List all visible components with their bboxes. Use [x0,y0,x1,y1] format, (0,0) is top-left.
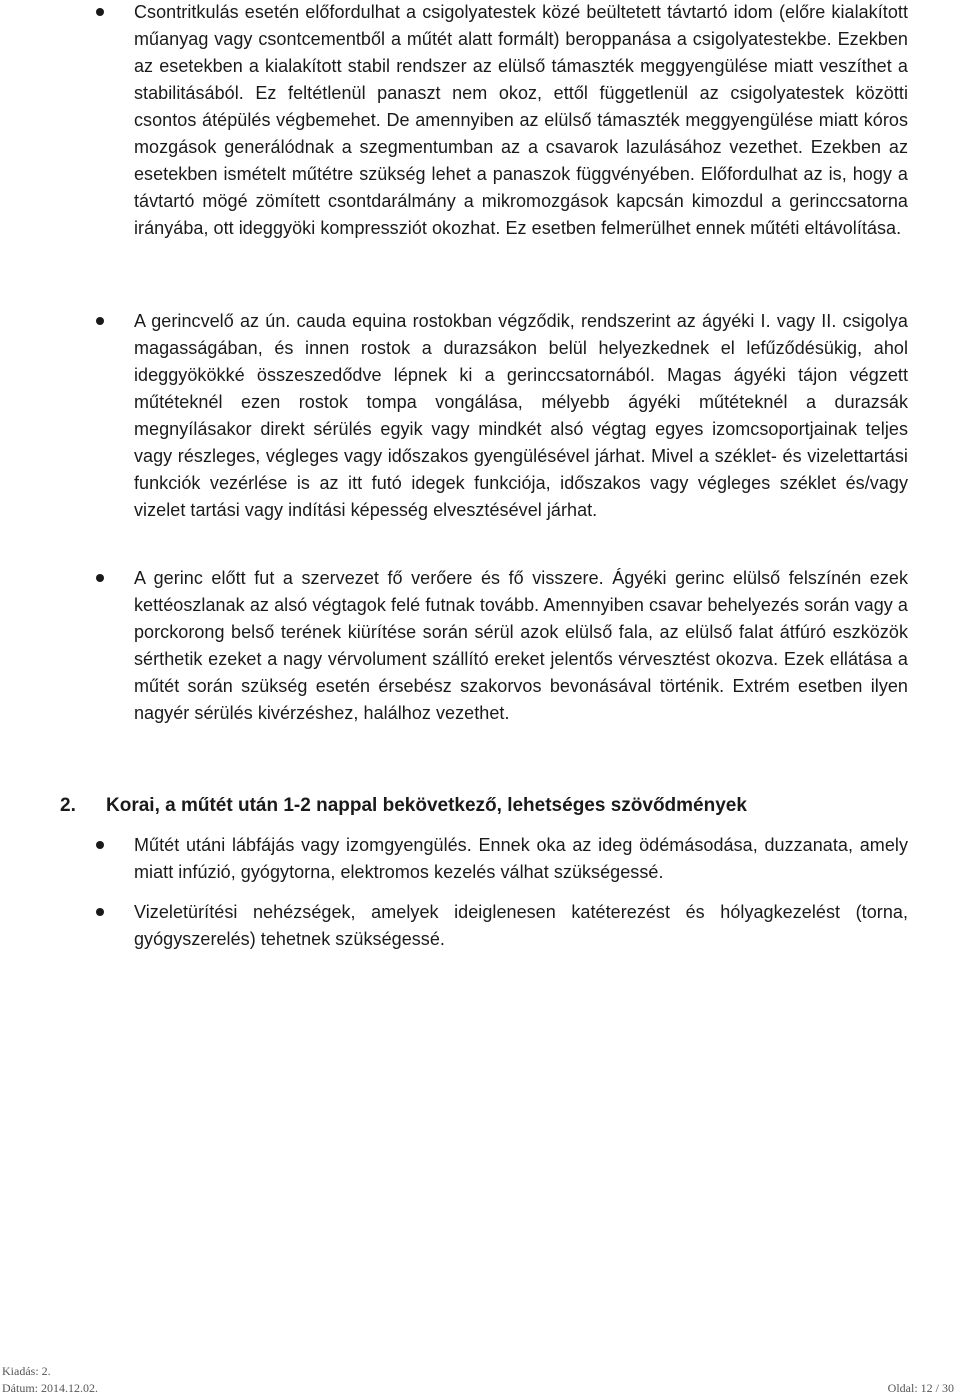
bullet-icon [96,574,104,582]
list-item-text: Műtét utáni lábfájás vagy izomgyengülés. Ennek oka az ideg ödémásodása, duzzanata, amely miatt infúzió, gyógytorna, elektromos kezelés válhat szükségessé. [134,835,908,882]
footer-date: Dátum: 2014.12.02. [2,1381,98,1395]
bullet-icon [96,317,104,325]
bullet-icon [96,8,104,16]
list-item [96,899,908,953]
list-item-text: A gerinc előtt fut a szervezet fő verőere és fő visszere. Ágyéki gerinc elülső felszínén ezek kettéoszlanak az alsó végtagok felé futnak tovább. Amennyiben csavar behelyezés során vagy a porckorong belső terének kiürítése során sérül azok elülső fala, az elülső falat átfúró eszközök sérthetik ezeket a nagy vérvolument szállító ereket jelentős vérvesztést okozva. Ezek ellátása a műtét során szükség esetén érsebész szakorvos bevonásával történik. Extrém esetben ilyen nagyér sérülés kivérzéshez, halálhoz vezethet. [134,568,908,723]
list-item-text: Csontritkulás esetén előfordulhat a csigolyatestek közé beültetett távtartó idom (előre kialakított műanyag vagy csontcementből a műtét alatt formált) beroppanása a csigolyatestekbe. Ezekben az esetekben a kialakított stabil rendszer az elülső támaszték meggyengülése miatt veszíthet a stabilitásából. Ez feltétlenül panaszt nem okoz, ettől függetlenül az csigolyatestek közötti csontos átépülés végbemehet. De amennyiben az elülső támaszték meggyengülése miatt kóros mozgások generálódnak a szegmentumban az a csavarok lazulásához vezethet. Ezekben az esetekben ismételt műtétre szükség lehet a panaszok függvényében. Előfordulhat az is, hogy a távtartó mögé zömített csontdarálmány a mikromozgások kapcsán kimozdul a gerinccsatorna irányába, ott ideggyöki kompressziót okozhat. Ez esetben felmerülhet ennek műtéti eltávolítása. [134,2,908,238]
list-item [96,308,908,524]
list-item [96,565,908,727]
list-item [96,832,908,886]
list-item-text: Vizeletürítési nehézségek, amelyek ideiglenesen katéterezést és hólyagkezelést (torna, gyógyszerelés) tehetnek szükségessé. [134,902,908,949]
section-number: 2. [60,795,76,816]
section-heading [60,792,920,819]
footer-edition: Kiadás: 2. [2,1364,51,1378]
list-item-text: A gerincvelő az ún. cauda equina rostokban végződik, rendszerint az ágyéki I. vagy II. csigolya magasságában, és innen rostok a durazsákon belül helyezkednek el lefűződésükig, ahol ideggyökökké összeszedődve lépnek ki a gerinccsatornából. Magas ágyéki tájon végzett műtéteknél ezen rostok tompa vongálása, mélyebb ágyéki műtéteknél a durazsák megnyílásakor direkt sérülés egyik vagy mindkét alsó végtag egyes izomcsoportjainak teljes vagy részleges, végleges vagy időszakos gyengülésével járhat. Mivel a széklet- és vizelettartási funkciók vezérlése is az itt futó idegek funkciója, időszakos vagy végleges széklet és/vagy vizelet tartási vagy indítási képesség elvesztésével járhat. [134,311,908,520]
bullet-icon [96,841,104,849]
bullet-icon [96,908,104,916]
list-item [96,0,908,242]
footer-page-number: Oldal: 12 / 30 [887,1381,954,1395]
section-title: Korai, a műtét után 1-2 nappal bekövetkező, lehetséges szövődmények [106,795,747,816]
